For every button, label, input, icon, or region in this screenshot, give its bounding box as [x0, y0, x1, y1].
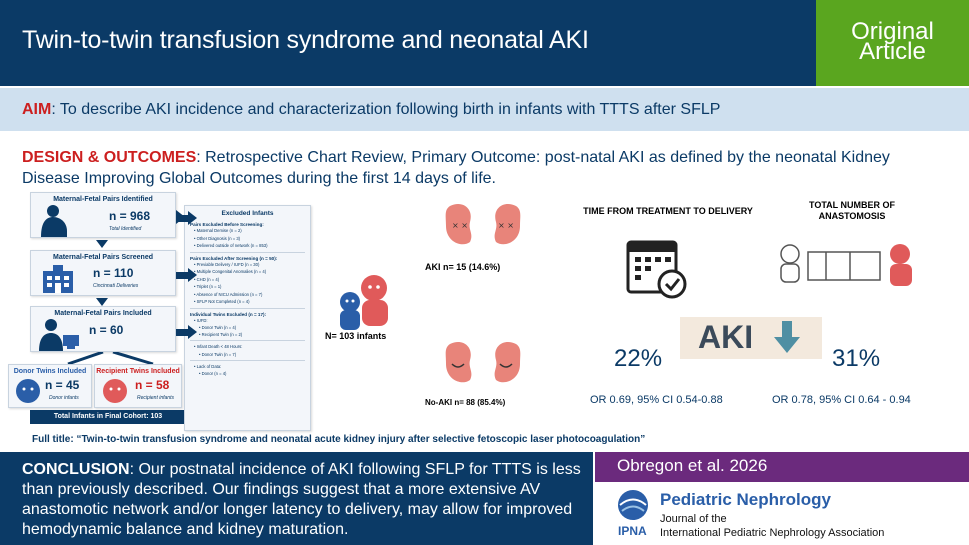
- screened-title: Maternal-Fetal Pairs Screened: [53, 254, 153, 261]
- final-cohort-label: Total Infants in Final Cohort: 103: [30, 410, 186, 424]
- journal-subtitle: Journal of the International Pediatric Nephrology Association: [660, 513, 885, 539]
- donor-baby-icon: [14, 377, 42, 405]
- design-label: DESIGN & OUTCOMES: [22, 149, 197, 166]
- twin-babies-icon: [336, 272, 396, 332]
- no-aki-count-label: No-AKI n= 88 (85.4%): [425, 398, 506, 407]
- excluded-item: • SFLP Not Completed (n = 4): [194, 299, 250, 304]
- recipient-title: Recipient Twins Included: [96, 368, 180, 375]
- design-text: [22, 147, 942, 189]
- design-body: : Retrospective Chart Review, Primary Outcome: post-natal AKI as defined by the neonatal Kidney Disease Improving Global Outcomes during the first 14 days of life.: [22, 149, 890, 187]
- screened-box: [30, 250, 176, 296]
- excluded-item: • Lack of Data:: [194, 363, 222, 369]
- right-arrow-screened: [176, 272, 188, 279]
- excluded-item: CHD (n = 4): [196, 276, 220, 282]
- excluded-item: • Absence of NICU Admission (n = 7): [194, 291, 263, 297]
- svg-text:× ×: × ×: [452, 221, 468, 230]
- calendar-check-icon: [626, 236, 690, 300]
- identified-n: n = 968: [109, 209, 151, 223]
- aki-word: AKI: [698, 319, 754, 355]
- badge-line-2: Article: [859, 38, 926, 65]
- excluded-individual-header: Individual Twins Excluded (n = 17):: [190, 311, 267, 317]
- recipient-box: [94, 364, 182, 408]
- excluded-infants-box: [184, 205, 311, 431]
- screened-n: n = 110: [93, 266, 134, 280]
- excluded-item: • Delivered outside of network (n = 853): [194, 243, 268, 248]
- conclusion-label: CONCLUSION: [22, 461, 130, 478]
- excluded-item: • Previable Delivery / IUFD (n = 30): [194, 261, 260, 267]
- aim-text: [22, 101, 720, 119]
- article-type-badge: [816, 0, 969, 86]
- identified-sub: Total Identified: [109, 226, 142, 232]
- author-citation: Obregon et al. 2026: [595, 452, 969, 482]
- recipient-n: n = 58: [135, 378, 170, 392]
- aim-body: : To describe AKI incidence and characterization following birth in infants with TTTS after SFLP: [51, 101, 721, 118]
- ipna-logo-text: IPNA: [618, 524, 647, 538]
- excluded-item: • Other Diagnosis (n = 3): [194, 235, 241, 241]
- doctor-computer-icon: [37, 317, 81, 351]
- conclusion-panel: [0, 452, 593, 545]
- donor-n: n = 45: [45, 378, 80, 392]
- right-arrow-included: [176, 329, 188, 336]
- aim-label: AIM: [22, 101, 52, 118]
- hospital-icon: [41, 263, 75, 293]
- down-arrow-icon: [772, 321, 802, 355]
- down-arrow-2: [96, 298, 108, 306]
- excluded-item: • Infant Death < 48 Hours:: [194, 344, 243, 349]
- donor-title: Donor Twins Included: [13, 368, 87, 375]
- page-title: Twin-to-twin transfusion syndrome and neonatal AKI: [22, 26, 589, 54]
- excluded-item: • Donor Twin (n = 4): [199, 325, 237, 330]
- included-box: [30, 306, 176, 352]
- aki-count-label: AKI n= 15 (14.6%): [425, 262, 501, 272]
- n-infants-label: N= 103 infants: [325, 331, 387, 341]
- journal-name: Pediatric Nephrology: [660, 490, 831, 509]
- identified-box: [30, 192, 176, 238]
- happy-kidneys-icon: [440, 338, 526, 386]
- or-time: OR 0.69, 95% CI 0.54-0.88: [590, 394, 723, 406]
- anastomosis-title: TOTAL NUMBER OF ANASTOMOSIS: [809, 200, 895, 221]
- percent-time: 22%: [614, 345, 663, 372]
- excluded-item: Multiple Congenital Anomalies (n = 4): [196, 269, 267, 274]
- excluded-item: • Recipient Twin (n = 2): [199, 332, 243, 337]
- conclusion-body: : Our postnatal incidence of AKI following SFLP for TTTS is less than previously described. Our findings suggest that a more extensive AV anastomotic network and/or longer latency to delivery, may allow for improved hemodynamic balance and kidney maturation.: [22, 461, 581, 538]
- excluded-item: • IUFD:: [194, 317, 208, 323]
- svg-text:× ×: × ×: [498, 221, 514, 230]
- excluded-after-header: Pairs Excluded After Screening (n = 50):: [190, 255, 278, 261]
- flowchart: [8, 192, 312, 424]
- ipna-globe-icon: [616, 488, 650, 522]
- header-bar: [0, 0, 816, 86]
- aki-decrease-box: [680, 317, 822, 359]
- excluded-item: • Maternal Demise (n = 2): [194, 228, 242, 233]
- recipient-sub: Recipient infants: [137, 395, 174, 401]
- included-title: Maternal-Fetal Pairs Included: [54, 310, 152, 317]
- identified-title: Maternal-Fetal Pairs Identified: [53, 196, 153, 203]
- excluded-title: Excluded Infants: [221, 210, 274, 217]
- badge-line-1: Original: [851, 18, 934, 45]
- excluded-item: • Triplet (n = 1): [194, 284, 222, 289]
- right-arrow-identified: [176, 215, 188, 222]
- included-n: n = 60: [89, 323, 124, 337]
- donor-box: [8, 364, 92, 408]
- sad-kidneys-icon: [440, 200, 526, 248]
- excluded-before-header: Pairs Excluded Before Screening:: [190, 222, 264, 227]
- donor-sub: Donor infants: [49, 395, 79, 401]
- excluded-item: • Donor Twin (n = 7): [199, 351, 237, 357]
- down-arrow-1: [96, 240, 108, 248]
- full-title: Full title: “Twin-to-twin transfusion syndrome and neonatal acute kidney injury after selective fetoscopic laser photocoagulation”: [32, 434, 646, 445]
- time-to-delivery-title: TIME FROM TREATMENT TO DELIVERY: [583, 206, 753, 216]
- percent-anastomosis: 31%: [832, 345, 881, 372]
- recipient-baby-icon: [101, 377, 129, 405]
- pregnant-woman-icon: [35, 203, 71, 237]
- excluded-item: • Donor (n = 4): [199, 371, 227, 376]
- or-anastomosis: OR 0.78, 95% CI 0.64 - 0.94: [772, 394, 911, 406]
- twin-anastomosis-icon: [776, 240, 916, 292]
- screened-sub: Cincinnati Deliveries: [93, 283, 139, 289]
